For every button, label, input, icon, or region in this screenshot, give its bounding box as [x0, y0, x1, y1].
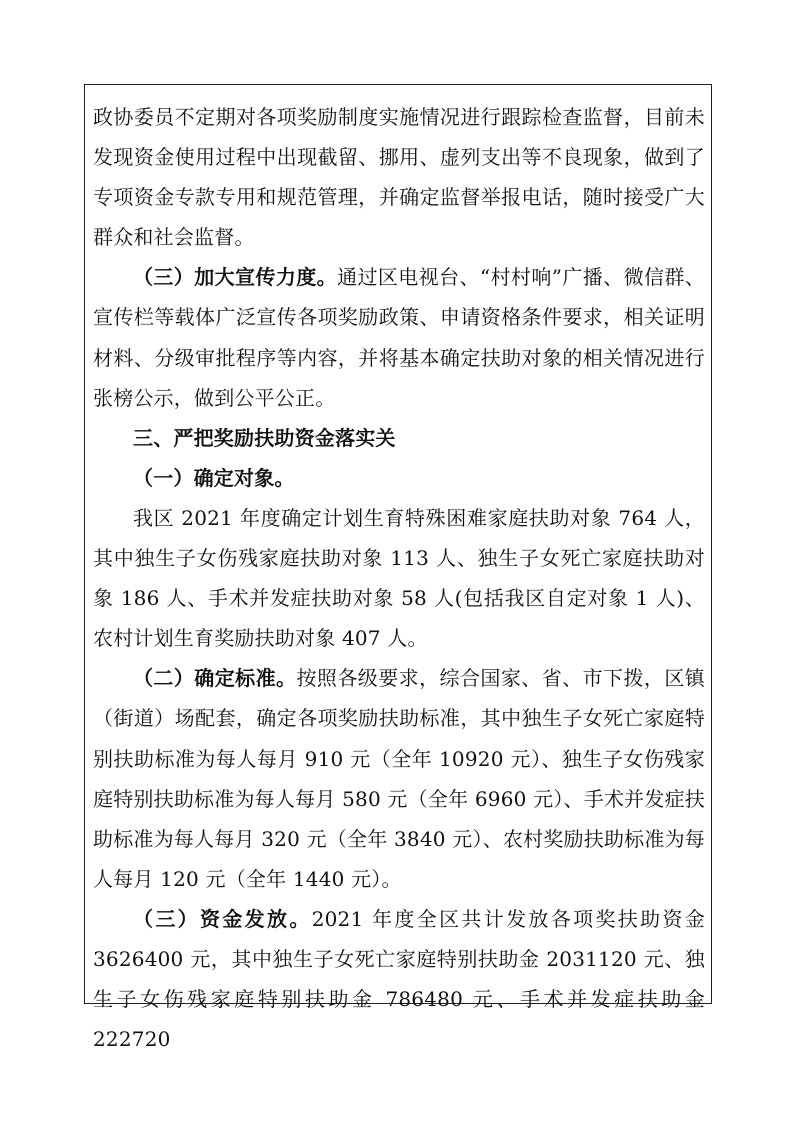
document-body [93, 97, 705, 1059]
section-heading-3 [93, 418, 705, 458]
subheading-targets-line [93, 458, 705, 498]
subheading-funds: （三）资金发放。 [133, 906, 312, 931]
paragraph-funds-text: 2021 年度全区共计发放各项奖扶助资金 3626400 元，其中独生子女死亡家庭特别扶助金 2031120 元、独生子女伤残家庭特别扶助金 786480 元、手术并发症扶助金 222720 [93, 906, 705, 1052]
subheading-standards: （二）确定标准。 [133, 666, 297, 691]
subheading-targets: （一）确定对象。 [133, 465, 295, 490]
paragraph-standards-text: 按照各级要求，综合国家、省、市下拨，区镇（街道）场配套，确定各项奖励扶助标准，其中独生子女死亡家庭特别扶助标准为每人每月 910 元（全年 10920 元）、独生子女伤残家庭特别扶助标准为每人每月 580 元（全年 6960 元）、手术并发症扶助标准为每人每月 320 元（全年 3840 元）、农村奖励扶助标准为每人每月 120 元（全年 1440 元）。 [93, 666, 705, 891]
paragraph-targets [93, 498, 705, 658]
section-heading-3-text: 三、严把奖励扶助资金落实关 [133, 425, 396, 450]
paragraph-funds [93, 899, 705, 1059]
subheading-publicity: （三）加大宣传力度。 [133, 265, 338, 290]
paragraph-publicity-text: 通过区电视台、“村村响”广播、微信群、宣传栏等载体广泛宣传各项奖励政策、申请资格条件要求，相关证明材料、分级审批程序等内容，并将基本确定扶助对象的相关情况进行张榜公示，做到公平公正。 [93, 265, 706, 410]
paragraph-targets-text: 我区 2021 年度确定计划生育特殊困难家庭扶助对象 764 人，其中独生子女伤残家庭扶助对象 113 人、独生子女死亡家庭扶助对象 186 人、手术并发症扶助对象 58 人(包括我区自定对象 1 人)、农村计划生育奖励扶助对象 407 人。 [93, 505, 705, 651]
paragraph-publicity [93, 257, 705, 417]
paragraph-standards [93, 658, 705, 899]
paragraph-supervision-text: 政协委员不定期对各项奖励制度实施情况进行跟踪检查监督，目前未发现资金使用过程中出现截留、挪用、虚列支出等不良现象，做到了专项资金专款专用和规范管理，并确定监督举报电话，随时接受广大群众和社会监督。 [93, 105, 705, 250]
paragraph-supervision [93, 97, 705, 257]
